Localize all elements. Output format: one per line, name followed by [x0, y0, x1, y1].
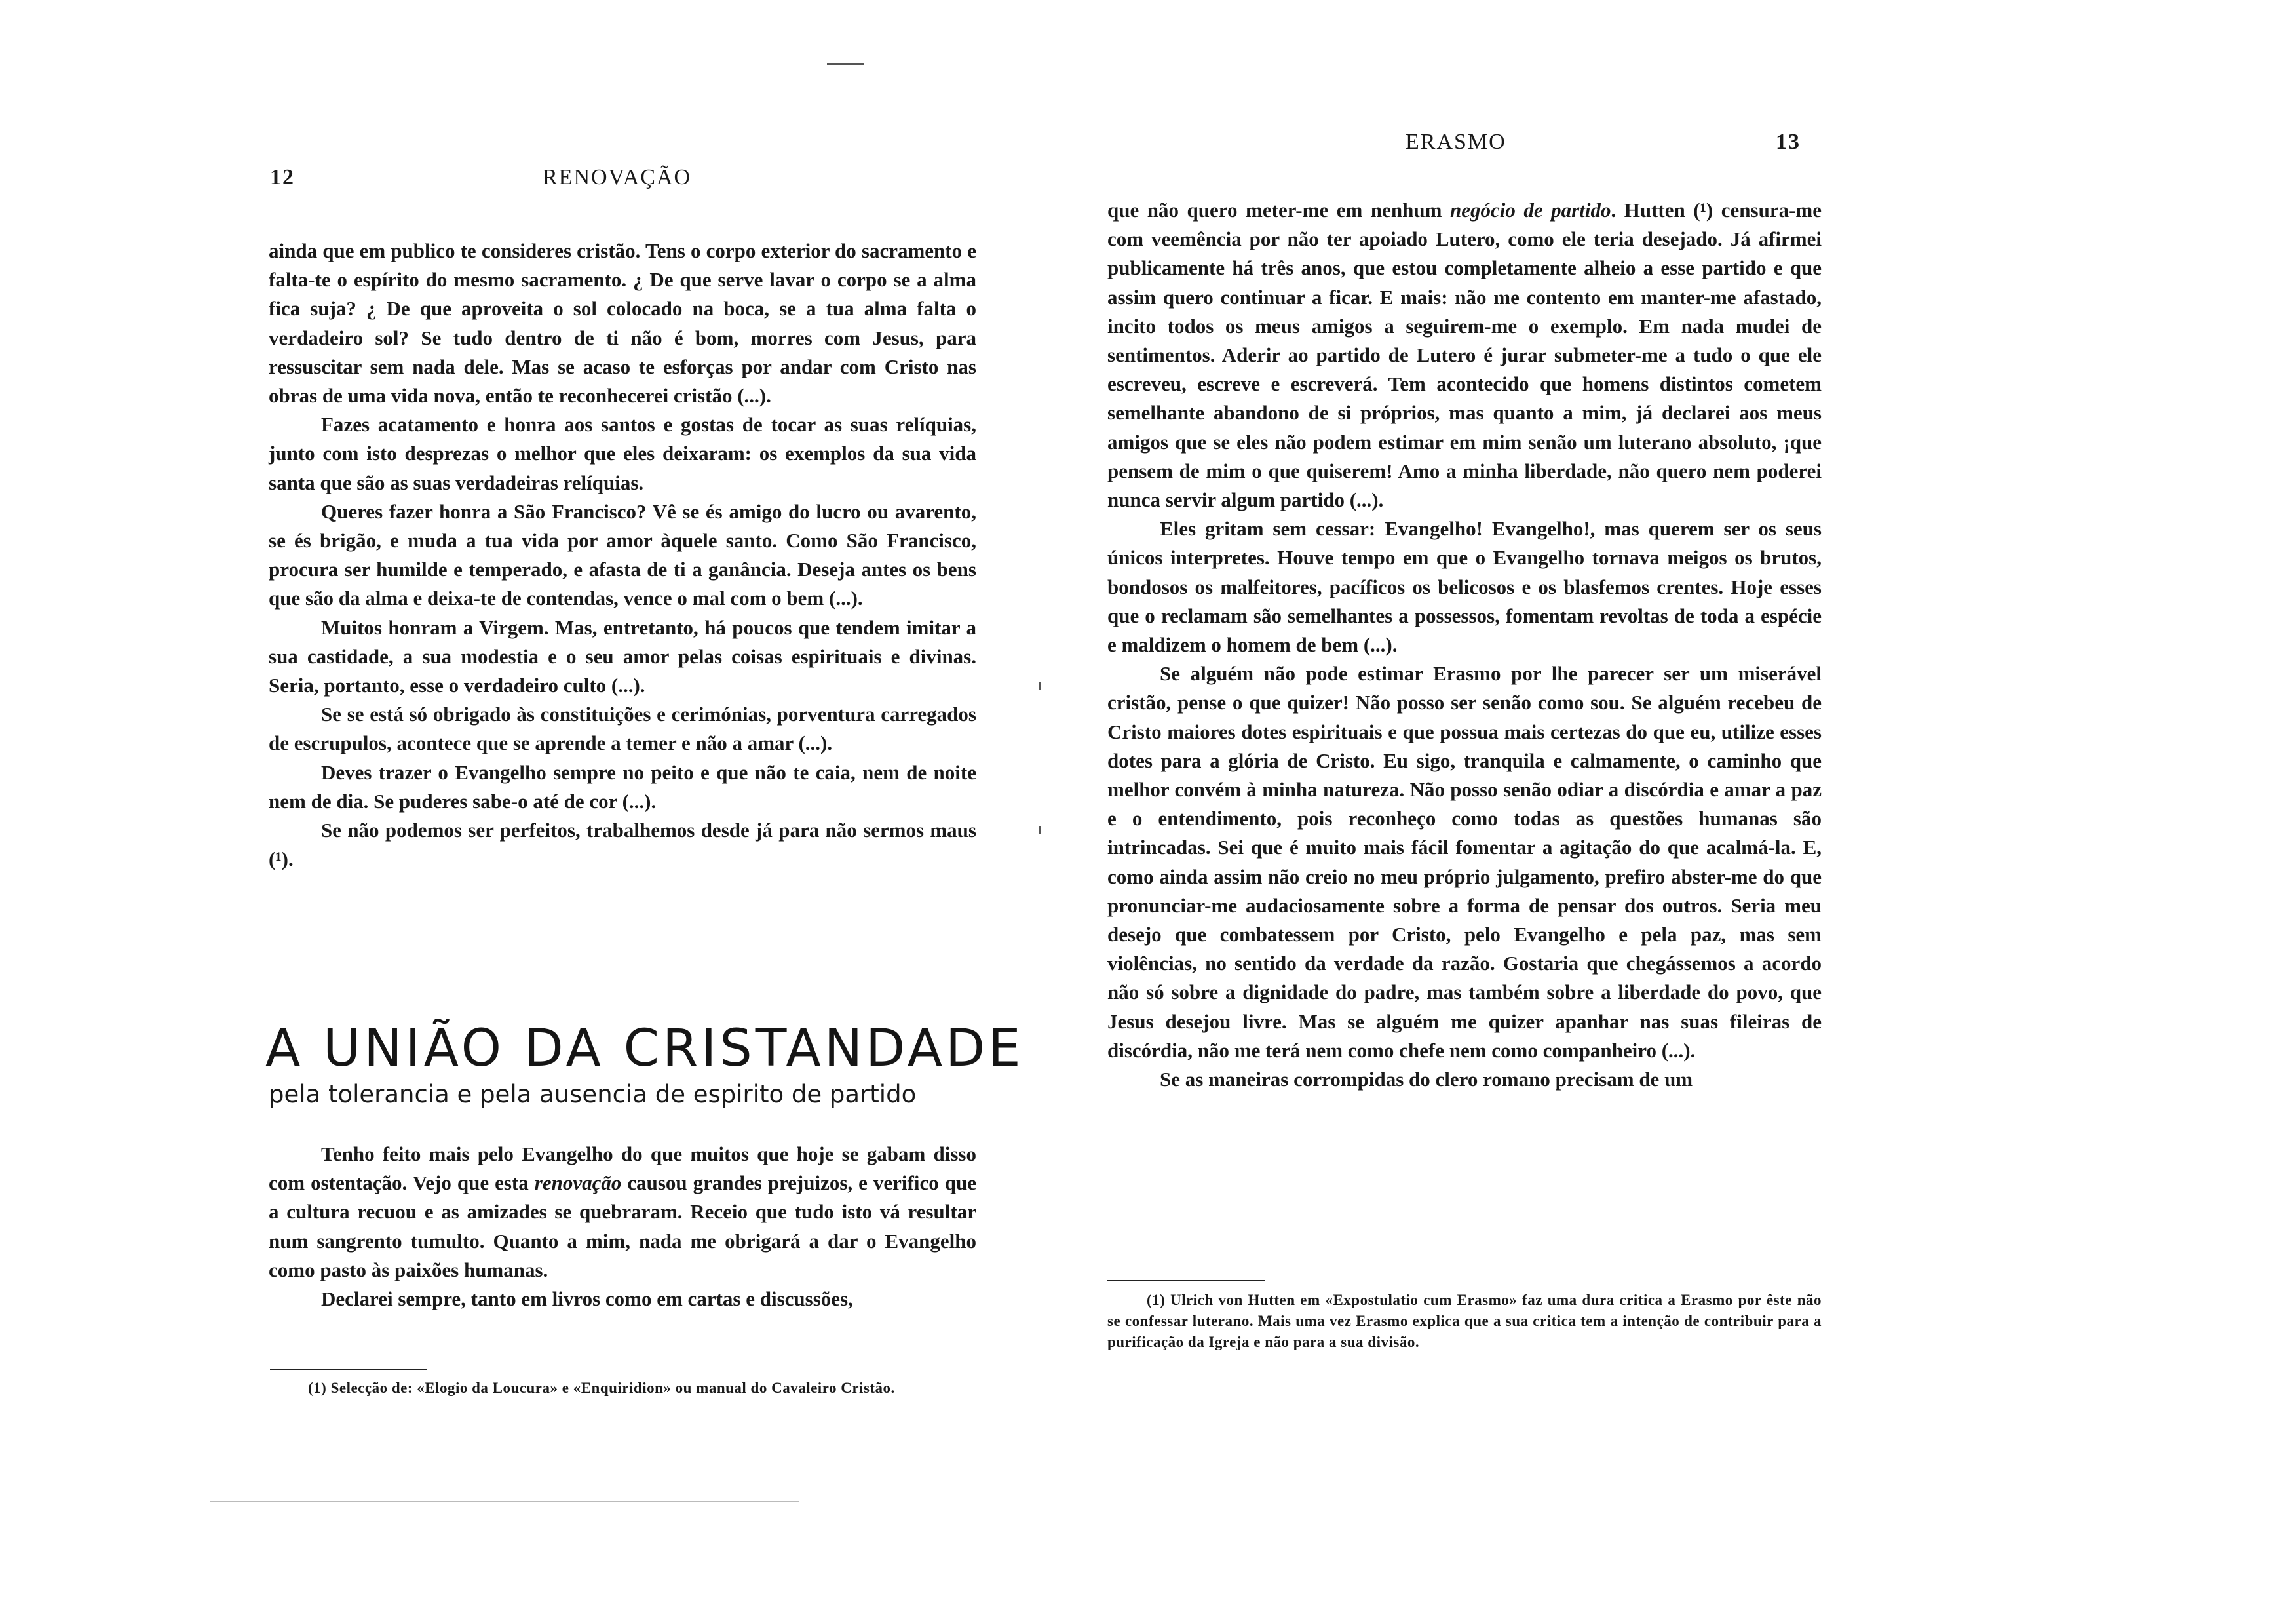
right-paragraph: Eles gritam sem cessar: Evangelho! Evangelho!, mas querem ser os seus únicos interpretes. Houve tempo em que o Evangelho tornava meigos os brutos, bondosos os malfeitores, pacíficos os belicosos e os blasfemos crentes. Hoje esses que o reclamam são semelhantes a possessos, fomentam revoltas de toda a espécie e maldizem o homem de bem (...).	[1107, 517, 1822, 657]
right-running-head: ERASMO	[1406, 130, 1506, 154]
footnote-rule	[1107, 1280, 1265, 1281]
scan-mark	[827, 63, 864, 65]
left-paragraph: Fazes acatamento e honra aos santos e gostas de tocar as suas relíquias, junto com isto desprezas o melhor que eles deixaram: os exemplos da sua vida santa que são as suas verdadeiras relíquias.	[269, 413, 976, 494]
section-paragraph: Tenho feito mais pelo Evangelho do que muitos que hoje se gabam disso com ostentação. Vejo que esta renovação causou grandes prejuizos, e verifico que a cultura recuou e as amizades se quebraram. Receio que tudo isto vá resultar num sangrento tumulto. Quanto a mim, nada me obrigará a dar o Evangelho como pasto às paixões humanas.	[269, 1142, 976, 1281]
right-paragraph: que não quero meter-me em nenhum negócio de partido. Hutten (¹) censura-me com veemência por não ter apoiado Lutero, como ele teria desejado. Já afirmei publicamente há três anos, que estou completamente alheio a esse partido e que assim quero continuar a ficar. E mais: não me contento em manter-me afastado, incito todos os meus amigos a seguirem-me o exemplo. Em nada mudei de sentimentos. Aderir ao partido de Lutero é jurar submeter-me a tudo o que ele escreveu, escreve e escreverá. Tem acontecido que homens distintos cometem semelhante abandono de si próprios, mas quanto a mim, já declarei aos meus amigos que se eles não podem estimar em mim senão um luterano absoluto, ¡que pensem de mim o que quiserem! Amo a minha liberdade, não quero nem poderei nunca servir algum partido (...).	[1107, 199, 1822, 512]
section-body	[269, 1140, 976, 1313]
left-paragraph: Deves trazer o Evangelho sempre no peito e que não te caia, nem de noite nem de dia. Se puderes sabe-o até de cor (...).	[269, 760, 976, 813]
footnote-rule	[270, 1369, 427, 1370]
emphasis-renovacao: renovação	[534, 1171, 622, 1195]
right-page-number: 13	[1776, 130, 1801, 154]
left-paragraph: Se se está só obrigado às constituições e cerimónias, porventura carregados de escrupulos, acontece que se aprende a temer e não a amar (...).	[269, 703, 976, 755]
left-footnote: (1) Selecção de: «Elogio da Loucura» e «Enquiridion» ou manual do Cavaleiro Cristão.	[308, 1380, 895, 1396]
left-page-number: 12	[270, 165, 295, 189]
scan-mark	[1039, 826, 1041, 834]
left-running-head: RENOVAÇÃO	[543, 165, 692, 189]
left-body	[269, 237, 976, 874]
left-paragraph: Muitos honram a Virgem. Mas, entretanto, há poucos que tendem imitar a sua castidade, a sua modestia e o seu amor pelas coisas espirituais e divinas. Seria, portanto, esse o verdadeiro culto (...).	[269, 615, 976, 697]
scan-mark	[1039, 682, 1041, 690]
section-subtitle: pela tolerancia e pela ausencia de espirito de partido	[269, 1080, 917, 1108]
right-footnote: (1) Ulrich von Hutten em «Expostulatio cum Erasmo» faz uma dura critica a Erasmo por êste não se confessar luterano. Mais uma vez Erasmo explica que a sua critica tem a intenção de contribuir para a purificação da Igreja e não para a sua divisão.	[1107, 1292, 1822, 1350]
left-paragraph: ainda que em publico te consideres cristão. Tens o corpo exterior do sacramento e falta-te o espírito do mesmo sacramento. ¿ De que serve lavar o corpo se a alma fica suja? ¿ De que aproveita o sol colocado na boca, se a tua alma falta o verdadeiro sol? Se tudo dentro de ti não é bom, morres com Jesus, para ressuscitar sem nada dele. Mas se acaso te esforças por andar com Cristo nas obras de uma vida nova, então te reconhecerei cristão (...).	[269, 239, 976, 408]
section-paragraph: Declarei sempre, tanto em livros como em cartas e discussões,	[321, 1287, 853, 1311]
right-paragraph: Se as maneiras corrompidas do clero romano precisam de um	[1160, 1068, 1693, 1091]
section-title: A UNIÃO DA CRISTANDADE	[265, 1019, 1024, 1078]
right-body	[1107, 196, 1822, 1094]
left-paragraph: Se não podemos ser perfeitos, trabalhemos desde já para não sermos maus (¹).	[269, 819, 976, 871]
right-paragraph: Se alguém não pode estimar Erasmo por lhe parecer ser um miserável cristão, pense o que quizer! Não posso ser senão como sou. Se alguém recebeu de Cristo maiores dotes espirituais e que possua mais certezas do que eu, utilize esses dotes para a glória de Cristo. Eu sigo, tranquila e calmamente, o caminho que melhor convém à minha natureza. Não posso senão odiar a discórdia e amar a paz e o entendimento, pois reconheço como todas as questões humanas são intrincadas. Sei que é muito mais fácil fomentar a agitação do que acalmá-la. E, como ainda assim não creio no meu próprio julgamento, prefiro abster-me do que pronunciar-me audaciosamente sobre a forma de pensar dos outros. Seria meu desejo que combatessem por Cristo, pelo Evangelho e pela paz, mas sem violências, no sentido da verdade da razão. Gostaria que chegássemos a acordo não só sobre a dignidade do padre, mas também sobre a liberdade do povo, que Jesus desejou livre. Mas se alguém me quizer apanhar nas suas fileiras de discórdia, não me terá nem como chefe nem como companheiro (...).	[1107, 662, 1822, 1062]
left-paragraph: Queres fazer honra a São Francisco? Vê se és amigo do lucro ou avarento, se és brigão, e muda a tua vida por amor àquele santo. Como São Francisco, procura ser humilde e temperado, e afasta de ti a ganância. Deseja antes os bens que são da alma e deixa-te de contendas, vence o mal com o bem (...).	[269, 499, 976, 610]
emphasis-negocio-de-partido: negócio de partido	[1449, 199, 1611, 222]
scan-mark	[210, 1501, 799, 1502]
